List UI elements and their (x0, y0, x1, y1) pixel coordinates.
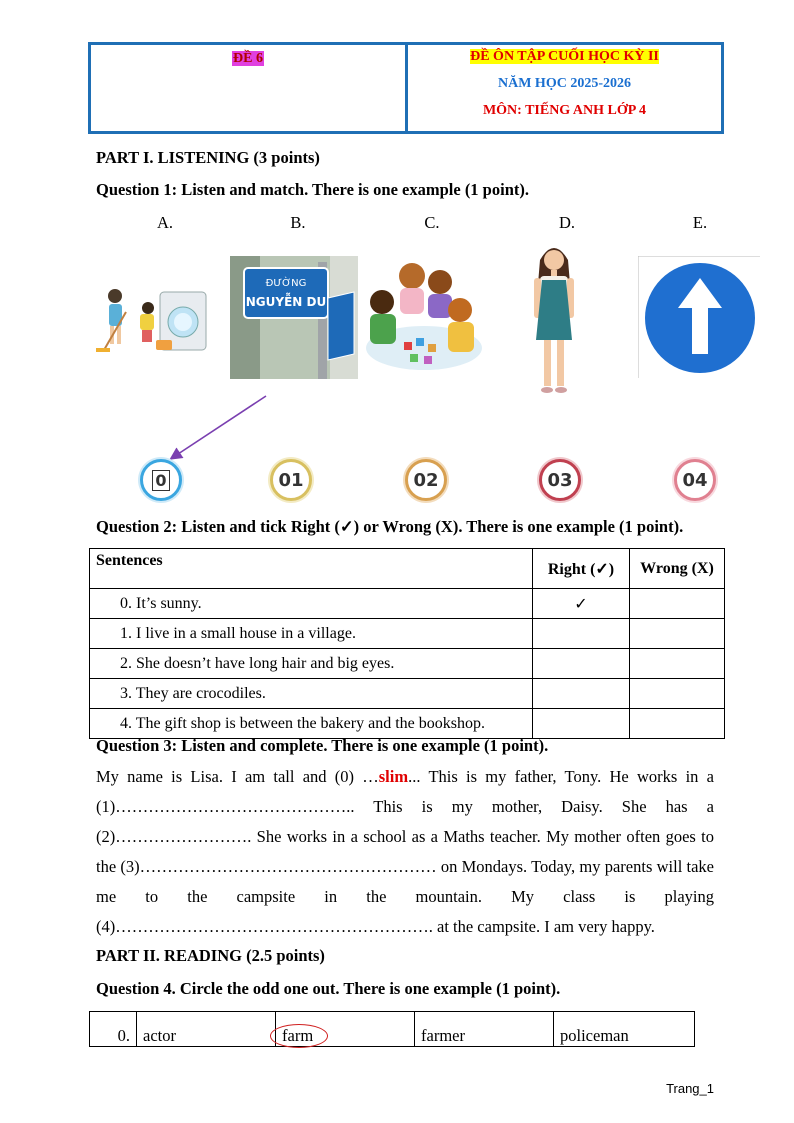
q2-table (89, 548, 725, 739)
right-cell[interactable] (533, 709, 630, 739)
q2-title: Question 2: Listen and tick Right (✓) or Wrong (X). There is one example (1 point). (96, 517, 684, 536)
number-circle-3: 03 (539, 459, 581, 501)
girl-picture (526, 240, 582, 398)
part2-title: PART II. READING (2.5 points) (96, 946, 325, 965)
col-right: Right (✓) (533, 549, 630, 589)
table-row: 4. The gift shop is between the bakery and the bookshop. (90, 709, 725, 739)
circled-answer[interactable]: farm (276, 1012, 415, 1047)
exam-header (88, 42, 724, 134)
col-wrong: Wrong (X) (630, 549, 725, 589)
street-sign-picture (230, 256, 358, 379)
col-sentences: Sentences (90, 549, 533, 589)
table-row: 2. She doesn’t have long hair and big eyes. (90, 649, 725, 679)
exam-number-tag: ĐỀ 6 (233, 51, 263, 66)
page-footer: Trang_1 (666, 1081, 714, 1096)
q4-title: Question 4. Circle the odd one out. There is one example (1 point). (96, 979, 561, 998)
wrong-cell[interactable] (630, 619, 725, 649)
q3-title: Question 3: Listen and complete. There is one example (1 point). (96, 736, 549, 755)
header-left-cell (91, 45, 408, 131)
header-right-cell (408, 45, 721, 131)
table-row: 3. They are crocodiles. (90, 679, 725, 709)
right-cell[interactable] (533, 679, 630, 709)
letter-a: A. (156, 213, 174, 232)
letter-e: E. (692, 213, 708, 232)
letter-d: D. (558, 213, 576, 232)
example-arrow-icon (160, 392, 270, 464)
number-circle-2: 02 (405, 459, 447, 501)
wrong-cell[interactable] (630, 589, 725, 619)
subject: MÔN: TIẾNG ANH LỚP 4 (482, 103, 647, 118)
svg-text:NGUYỄN DU: NGUYỄN DU (245, 295, 327, 309)
number-circle-1: 01 (270, 459, 312, 501)
q3-passage: My name is Lisa. I am tall and (0) …slim... This is my father, Tony. He works in a (1)…………………………………….. This is my mother, Daisy. She has a (2)……………………. She works in a school as a Maths teacher. My mother often goes to the (3)……………………………………………… on Mondays. Today, my parents will take me to the campsite in the mountain. My class is playing (4)…………………………………………………. at the campsite. I am very happy. (96, 767, 714, 936)
right-cell[interactable] (533, 649, 630, 679)
right-cell[interactable]: ✓ (533, 589, 630, 619)
table-row: 0. actor farm farmer policeman (90, 1012, 695, 1047)
right-cell[interactable] (533, 619, 630, 649)
children-playing-picture (360, 258, 488, 378)
q1-title: Question 1: Listen and match. There is one example (1 point). (96, 180, 529, 199)
school-year: NĂM HỌC 2025-2026 (498, 76, 631, 91)
exam-title: ĐỀ ÔN TẬP CUỐI HỌC KỲ II (470, 49, 659, 64)
housework-picture (90, 282, 210, 357)
table-row: 0. It’s sunny. ✓ (90, 589, 725, 619)
number-circle-0: 0 (140, 459, 182, 501)
svg-text:ĐƯỜNG: ĐƯỜNG (265, 278, 307, 289)
one-way-sign-picture (638, 256, 760, 378)
wrong-cell[interactable] (630, 679, 725, 709)
letter-c: C. (424, 213, 440, 232)
wrong-cell[interactable] (630, 709, 725, 739)
q4-table (89, 1011, 695, 1047)
table-row: 1. I live in a small house in a village. (90, 619, 725, 649)
example-answer: slim (378, 767, 409, 786)
circle-mark (270, 1024, 328, 1048)
letter-b: B. (290, 213, 306, 232)
number-circle-4: 04 (674, 459, 716, 501)
part1-title: PART I. LISTENING (3 points) (96, 148, 320, 167)
wrong-cell[interactable] (630, 649, 725, 679)
